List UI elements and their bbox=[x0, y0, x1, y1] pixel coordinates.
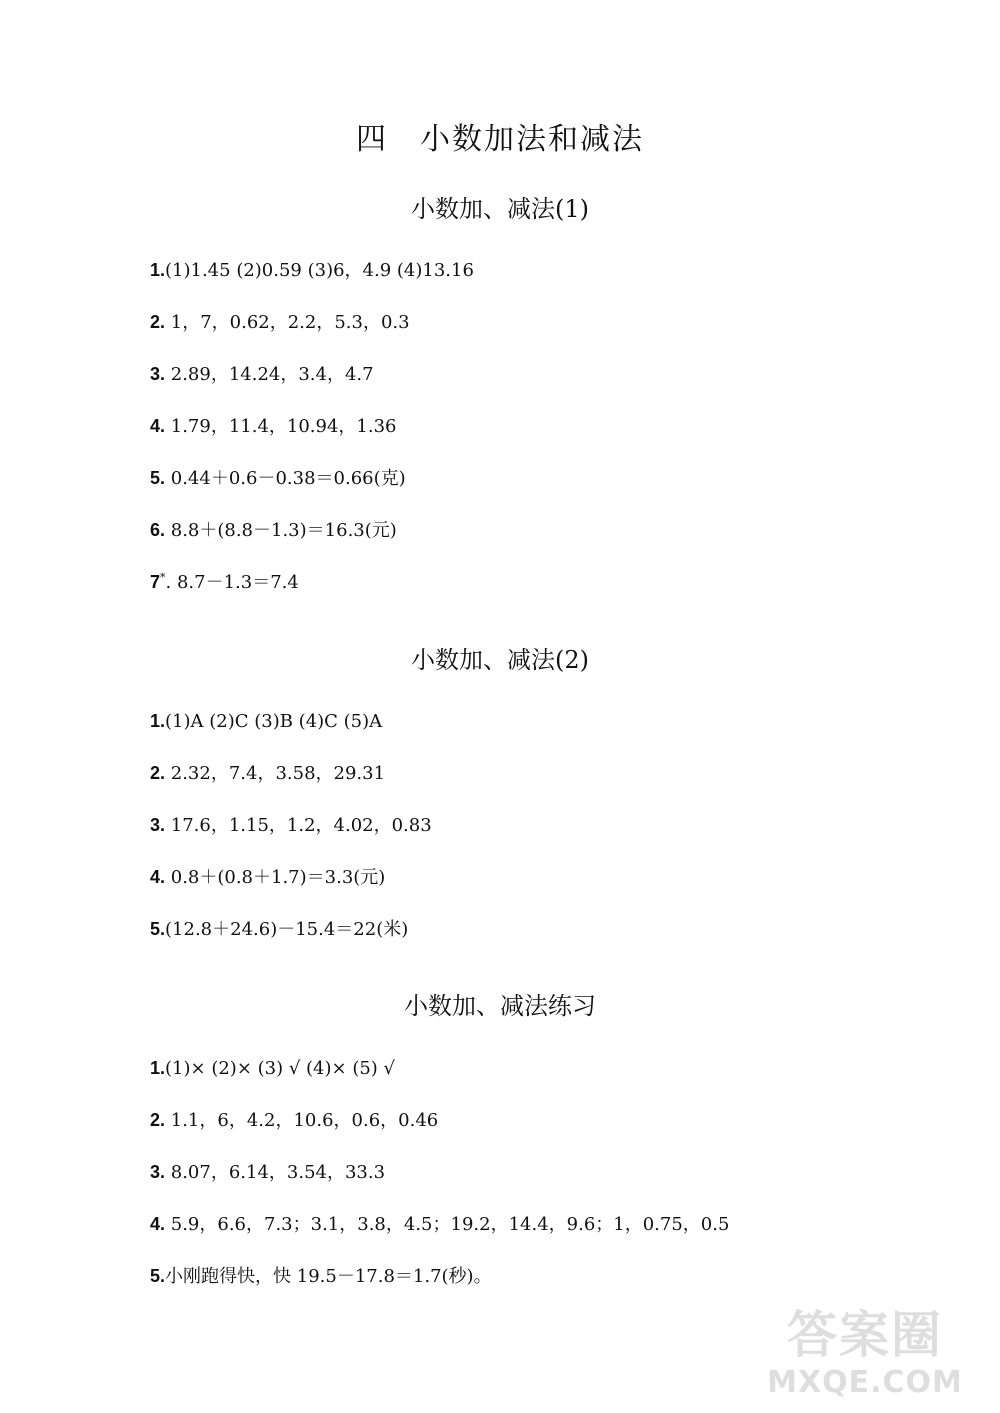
answer-text: 1，7，0.62，2.2，5.3，0.3 bbox=[165, 312, 410, 333]
answer-text: 8.8＋(8.8－1.3)＝16.3(元) bbox=[165, 520, 397, 541]
answer-item bbox=[150, 915, 408, 944]
answer-text: 2.89，14.24，3.4，4.7 bbox=[165, 364, 374, 385]
answer-number: 1. bbox=[150, 1058, 166, 1078]
answer-text: (1)1.45 (2)0.59 (3)6，4.9 (4)13.16 bbox=[165, 260, 474, 281]
answer-item bbox=[150, 863, 385, 892]
answer-item bbox=[150, 516, 397, 545]
answer-text: (12.8＋24.6)－15.4＝22(米) bbox=[165, 919, 409, 940]
answer-item bbox=[150, 707, 382, 736]
answer-text: 小刚跑得快，快 19.5－17.8＝1.7(秒)。 bbox=[165, 1266, 492, 1287]
answer-number: 5. bbox=[150, 1266, 166, 1286]
answer-number: 2. bbox=[150, 763, 166, 783]
answer-text: 5.9，6.6，7.3；3.1，3.8，4.5；19.2，14.4，9.6；1，0.75，0.5 bbox=[165, 1214, 730, 1235]
answer-item bbox=[150, 412, 397, 441]
answer-number: 2. bbox=[150, 1110, 166, 1130]
watermark-logo-text: 答案圈 bbox=[787, 1306, 943, 1364]
answer-number: 4. bbox=[150, 416, 166, 436]
answer-number: 4. bbox=[150, 867, 166, 887]
section-title-1: 小数加、减法(1) bbox=[411, 195, 589, 223]
answer-text: 0.8＋(0.8＋1.7)＝3.3(元) bbox=[165, 867, 386, 888]
answer-text: 1.79，11.4，10.94，1.36 bbox=[165, 416, 397, 437]
answer-text: (1)× (2)× (3) √ (4)× (5) √ bbox=[165, 1058, 396, 1079]
answer-text: 8.07，6.14，3.54，33.3 bbox=[165, 1162, 386, 1183]
answer-item bbox=[150, 1158, 385, 1187]
answer-item bbox=[150, 759, 385, 788]
answer-number: 5. bbox=[150, 919, 166, 939]
answer-number: 3. bbox=[150, 815, 166, 835]
answer-text: 2.32，7.4，3.58，29.31 bbox=[165, 763, 386, 784]
site-watermark bbox=[740, 1307, 990, 1407]
answer-item bbox=[150, 308, 410, 337]
answer-number: 1. bbox=[150, 260, 166, 280]
answer-number: 7 bbox=[150, 572, 161, 592]
answer-item bbox=[150, 1054, 395, 1083]
answer-item bbox=[150, 360, 374, 389]
answer-text: 0.44＋0.6－0.38＝0.66(克) bbox=[165, 468, 406, 489]
section-title-2: 小数加、减法(2) bbox=[411, 646, 589, 674]
answer-number: 3. bbox=[150, 364, 166, 384]
answer-item bbox=[150, 1106, 438, 1135]
answer-text: . 8.7－1.3＝7.4 bbox=[165, 572, 299, 593]
answer-text: (1)A (2)C (3)B (4)C (5)A bbox=[165, 711, 383, 732]
optional-star-mark: * bbox=[160, 571, 166, 584]
watermark-domain: MXQE.COM bbox=[767, 1365, 963, 1400]
answer-text: 1.1，6，4.2，10.6，0.6，0.46 bbox=[165, 1110, 439, 1131]
answer-number: 5. bbox=[150, 468, 166, 488]
answer-item bbox=[150, 1262, 492, 1291]
answer-number: 2. bbox=[150, 312, 166, 332]
answer-item bbox=[150, 1210, 729, 1239]
answer-item bbox=[150, 811, 432, 840]
answer-item bbox=[150, 464, 406, 493]
answer-number: 4. bbox=[150, 1214, 166, 1234]
chapter-title: 四 小数加法和减法 bbox=[356, 122, 644, 157]
section-title-3: 小数加、减法练习 bbox=[404, 992, 596, 1020]
answer-text: 17.6，1.15，1.2，4.02，0.83 bbox=[165, 815, 432, 836]
answer-item bbox=[150, 568, 299, 597]
answer-item bbox=[150, 256, 474, 285]
answer-number: 6. bbox=[150, 520, 166, 540]
answer-number: 1. bbox=[150, 711, 166, 731]
answer-number: 3. bbox=[150, 1162, 166, 1182]
